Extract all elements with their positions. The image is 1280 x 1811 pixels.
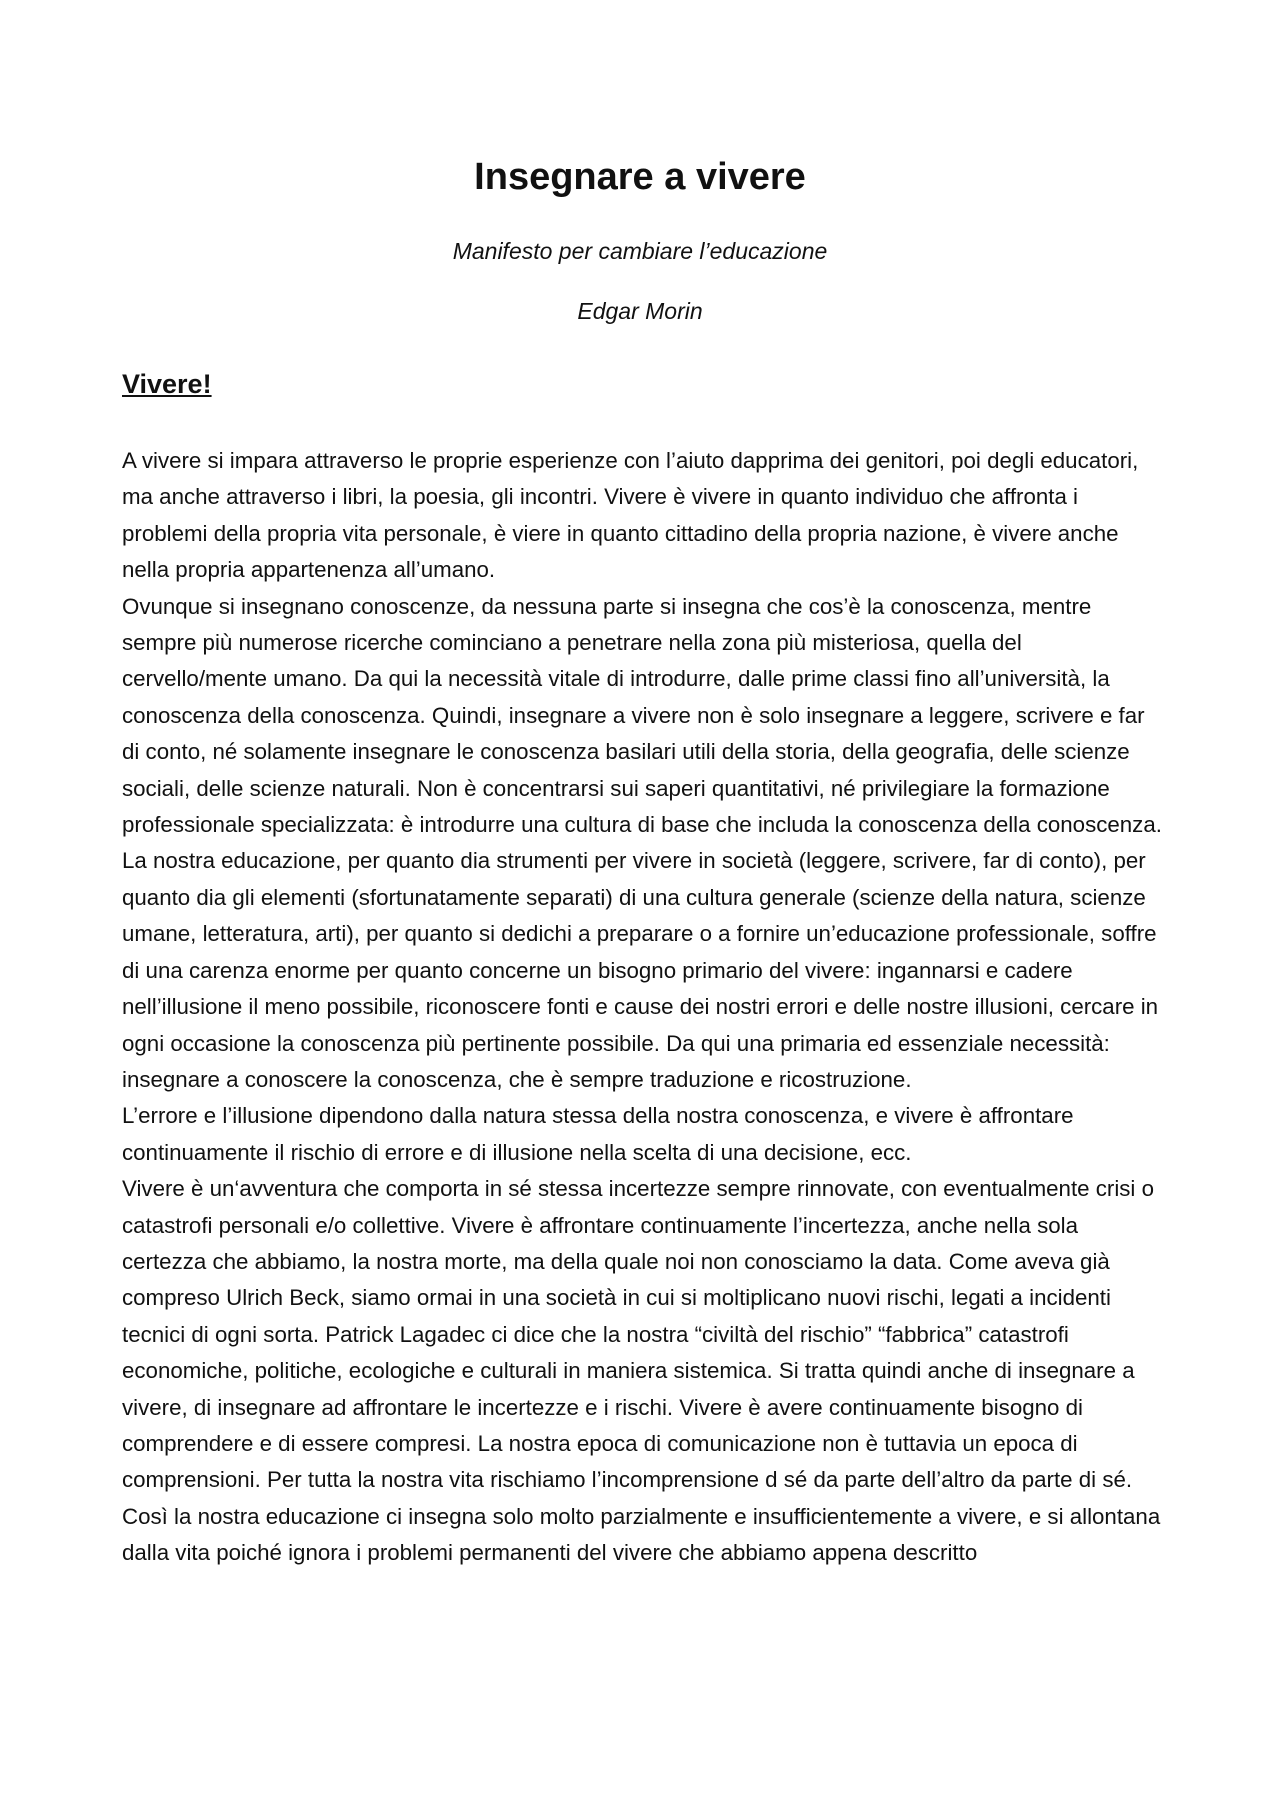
document-author: Edgar Morin	[577, 298, 703, 324]
document-title: Insegnare a vivere	[474, 156, 806, 198]
paragraph: L’errore e l’illusione dipendono dalla natura stessa della nostra conoscenza, e vivere è affrontare continuamente il rischio di errore e di illusione nella scelta di una decisione, ecc.	[122, 1103, 1074, 1165]
body-text	[122, 443, 1162, 1572]
paragraph: Vivere è un‘avventura che comporta in sé stessa incertezze sempre rinnovate, con eventualmente crisi o catastrofi personali e/o collettive. Vivere è affrontare continuamente l’incertezza, anche nella sola certezza che abbiamo, la nostra morte, ma della quale noi non conosciamo la data. Come aveva già compreso Ulrich Beck, siamo ormai in una società in cui si moltiplicano nuovi rischi, legati a incidenti tecnici di ogni sorta. Patrick Lagadec ci dice che la nostra “civiltà del rischio” “fabbrica” catastrofi economiche, politiche, ecologiche e culturali in maniera sistemica. Si tratta quindi anche di insegnare a vivere, di insegnare ad affrontare le incertezze e i rischi. Vivere è avere continuamente bisogno di comprendere e di essere compresi. La nostra epoca di comunicazione non è tuttavia un epoca di comprensioni. Per tutta la nostra vita rischiamo l’incomprensione d sé da parte dell’altro da parte di sé.	[122, 1176, 1154, 1493]
section-heading: Vivere!	[122, 369, 212, 399]
paragraph: Così la nostra educazione ci insegna solo molto parzialmente e insufficientemente a vivere, e si allontana dalla vita poiché ignora i problemi permanenti del vivere che abbiamo appena descritto	[122, 1503, 1161, 1566]
paragraph: A vivere si impara attraverso le proprie esperienze con l’aiuto dapprima dei genitori, poi degli educatori, ma anche attraverso i libri, la poesia, gli incontri. Vivere è vivere in quanto individuo che affronta i problemi della propria vita personale, è viere in quanto cittadino della propria nazione, è vivere anche nella propria appartenenza all’umano.	[122, 448, 1139, 583]
paragraph: Ovunque si insegnano conoscenze, da nessuna parte si insegna che cos’è la conoscenza, mentre sempre più numerose ricerche cominciano a penetrare nella zona più misteriosa, quella del cervello/mente umano. Da qui la necessità vitale di introdurre, dalle prime classi fino all’università, la conoscenza della conoscenza. Quindi, insegnare a vivere non è solo insegnare a leggere, scrivere e far di conto, né solamente insegnare le conoscenza basilari utili della storia, della geografia, delle scienze sociali, delle scienze naturali. Non è concentrarsi sui saperi quantitativi, né privilegiare la formazione professionale specializzata: è introdurre una cultura di base che includa la conoscenza della conoscenza.	[122, 593, 1162, 838]
document-subtitle: Manifesto per cambiare l’educazione	[452, 238, 828, 264]
paragraph: La nostra educazione, per quanto dia strumenti per vivere in società (leggere, scrivere, far di conto), per quanto dia gli elementi (sfortunatamente separati) di una cultura generale (scienze della natura, scienze umane, letteratura, arti), per quanto si dedichi a preparare o a fornire un’educazione professionale, soffre di una carenza enorme per quanto concerne un bisogno primario del vivere: ingannarsi e cadere nell’illusione il meno possibile, riconoscere fonti e cause dei nostri errori e delle nostre illusioni, cercare in ogni occasione la conoscenza più pertinente possibile. Da qui una primaria ed essenziale necessità: insegnare a conoscere la conoscenza, che è sempre traduzione e ricostruzione.	[122, 848, 1159, 1092]
